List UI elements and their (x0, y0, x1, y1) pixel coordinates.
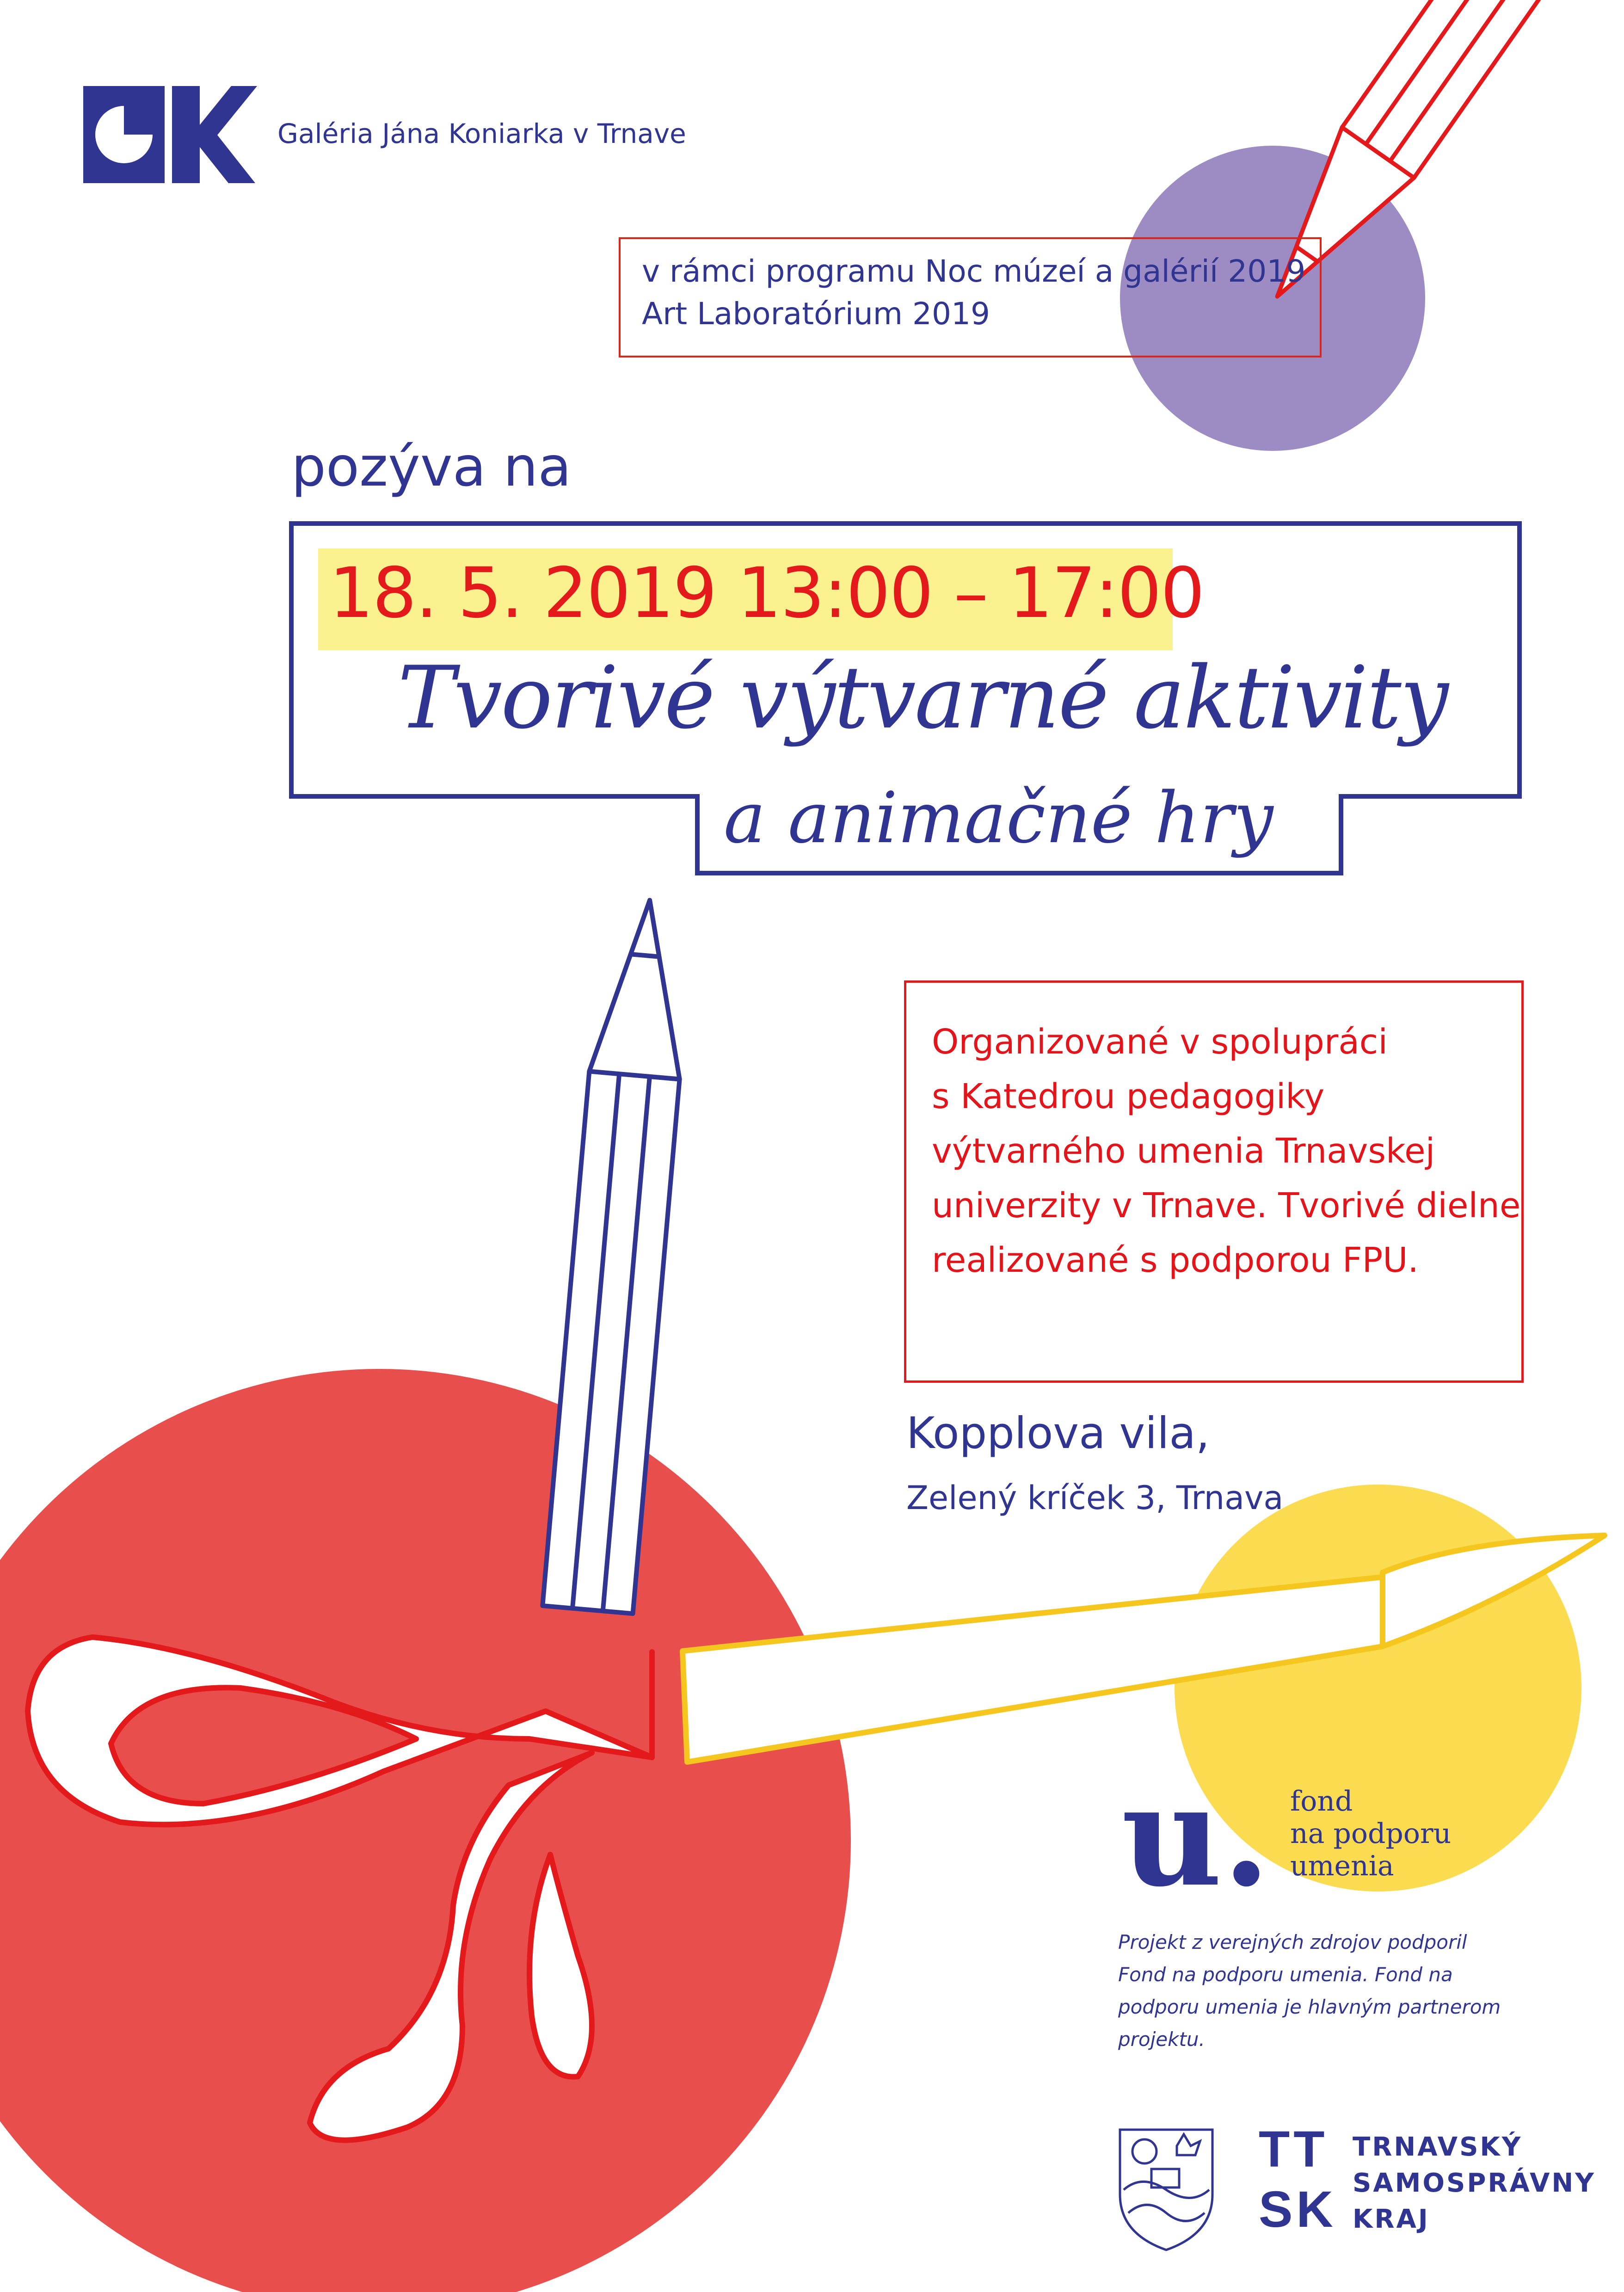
coral-circle (0, 1369, 851, 2292)
event-title-line2: a animačné hry (724, 777, 1273, 859)
fpu-name-line: fond (1290, 1785, 1353, 1818)
program-line: Art Laboratórium 2019 (642, 296, 990, 332)
organizer-line: Organizované v spolupráci (932, 1022, 1388, 1062)
funding-note-line: projektu. (1118, 2028, 1205, 2051)
ttsk-name-line: KRAJ (1353, 2204, 1430, 2234)
fpu-logo-glyph: u. (1121, 1754, 1271, 1917)
event-title-line1: Tvorivé výtvarné aktivity (398, 647, 1447, 748)
funding-note-line: podporu umenia je hlavným partnerom (1118, 1996, 1501, 2018)
ttsk-name-line: SAMOSPRÁVNY (1353, 2168, 1596, 2198)
program-line: v rámci programu Noc múzeí a galérií 2019 (642, 253, 1306, 289)
funding-note-line: Projekt z verejných zdrojov podporil (1118, 1931, 1467, 1953)
fpu-name-line: na podporu (1290, 1818, 1452, 1850)
fpu-logo-icon (1121, 1754, 1271, 1917)
ttsk-logo-icon (1259, 2121, 1337, 2238)
ttsk-logo-line1: TT (1259, 2121, 1329, 2178)
funding-note-line: Fond na podporu umenia. Fond na (1118, 1963, 1453, 1986)
ttsk-logo-line2: SK (1259, 2181, 1337, 2238)
venue-address: Zelený kríček 3, Trnava (906, 1479, 1284, 1517)
organizer-line: realizované s podporou FPU. (932, 1240, 1419, 1280)
ttsk-name-line: TRNAVSKÝ (1353, 2132, 1523, 2162)
organizer-line: s Katedrou pedagogiky (932, 1077, 1325, 1116)
event-datetime: 18. 5. 2019 13:00 – 17:00 (329, 553, 1204, 634)
coat-of-arms-icon (1120, 2130, 1212, 2250)
venue-name: Kopplova vila, (906, 1408, 1210, 1459)
fpu-name-line: umenia (1290, 1850, 1394, 1882)
gallery-name: Galéria Jána Koniarka v Trnave (277, 118, 686, 149)
gjk-logo-icon (83, 86, 257, 183)
organizer-line: univerzity v Trnave. Tvorivé dielne (932, 1186, 1521, 1226)
organizer-line: výtvarného umenia Trnavskej (932, 1131, 1435, 1171)
invite-text: pozýva na (291, 435, 572, 499)
